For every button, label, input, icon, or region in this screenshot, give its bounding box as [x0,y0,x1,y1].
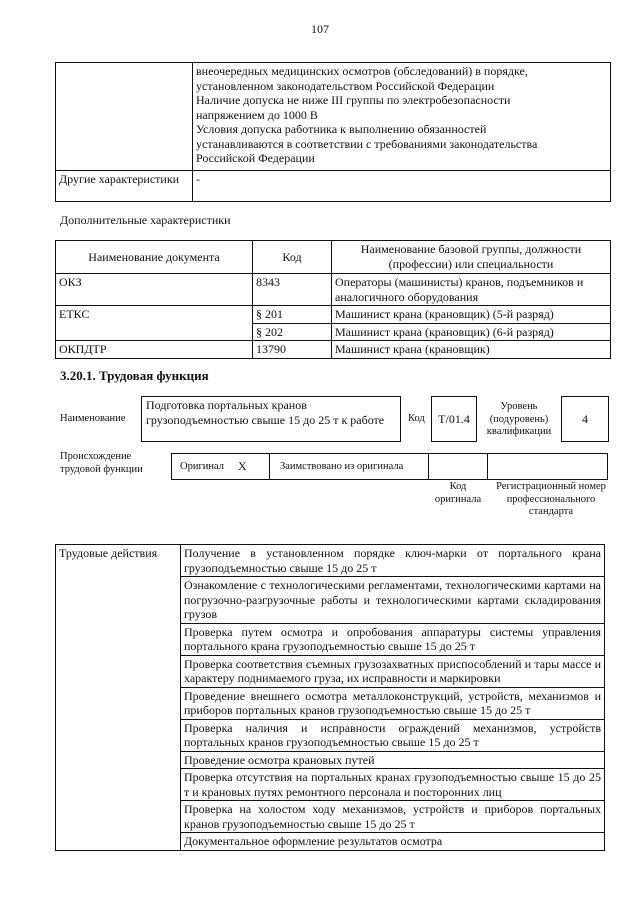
origin-row [171,453,608,480]
text-line: установленном законодательством Российской Федерации [196,78,495,93]
table-cell-code: § 202 [253,323,332,341]
table-cell-value [193,63,611,171]
table-row [56,274,611,306]
actions-label: Трудовые действия [56,545,181,851]
code-caption: Код оригинала [434,481,482,505]
text-line: Условия допуска работника к выполнению обязанностей [196,122,487,136]
action-item: Проверка путем осмотра и опробования аппаратуры системы управления портального крана грузоподъемностью свыше 15 до 25 т [181,623,605,655]
action-item: Проверка наличия и исправности ограждений механизмов, устройств портальных кранов грузоподъемностью свыше 15 до 25 т [181,719,605,751]
origin-label: Происхождение трудовой функции [60,451,143,475]
function-code-value: Т/01.4 [431,396,477,442]
table-cell-code: 13790 [253,341,332,359]
original-mark: X [238,459,247,473]
action-item: Документальное оформление результатов осмотра [181,833,605,851]
text-line: внеочередных медицинских осмотров (обследований) в порядке, [196,64,528,78]
table-cell-doc: ОКЗ [56,274,253,306]
additional-characteristics-table [55,240,611,359]
reg-caption: Регистрационный номер профессионального стандарта [496,481,606,517]
table-row [56,63,611,171]
divider [269,454,270,479]
table-cell-name: Машинист крана (крановщик) [332,341,611,359]
table-cell-value: - [193,171,611,202]
function-name-value: Подготовка портальных кранов грузоподъемностью свыше 15 до 25 т к работе [141,396,401,442]
name-label: Наименование [60,413,126,424]
table-cell-label: Другие характеристики [56,171,193,202]
section-title: 3.20.1. Трудовая функция [60,368,209,383]
table-cell-code: 8343 [253,274,332,306]
table-row [56,306,611,324]
table-row [56,545,605,577]
level-label: Уровень (подуровень) квалификации [486,401,552,437]
borrowed-label: Заимствовано из оригинала [280,461,404,472]
action-item: Проведение осмотра крановых путей [181,751,605,769]
table-cell-name: Машинист крана (крановщик) (6-й разряд) [332,323,611,341]
action-item: Проверка отсутствия на портальных кранах грузоподъемностью свыше 15 до 25 т и крановых путях ремонтного персонала и посторонних лиц [181,769,605,801]
top-characteristics-table [55,62,611,202]
action-item: Проведение внешнего осмотра металлоконструкций, устройств, механизмов и приборов портальных кранов грузоподъемностью свыше 15 до 25 т [181,687,605,719]
table-cell-name: Машинист крана (крановщик) (5-й разряд) [332,306,611,324]
level-value: 4 [561,396,609,442]
column-header: Наименование базовой группы, должности (профессии) или специальности [332,241,611,274]
action-item: Получение в установленном порядке ключ-марки от портального крана грузоподъемностью свыше 15 до 25 т [181,545,605,577]
original-label: Оригинал [180,461,224,472]
column-header: Код [253,241,332,274]
section-subtitle: Дополнительные характеристики [60,213,231,227]
table-cell-name: Операторы (машинисты) кранов, подъемников и аналогичного оборудования [332,274,611,306]
table-header-row [56,241,611,274]
code-label: Код [408,413,425,424]
text-line: Российской Федерации [196,151,315,165]
action-item: Ознакомление с технологическими регламентами, технологическими картами на погрузочно-разгрузочные работы и технологическими картами складирования грузов [181,577,605,624]
table-cell-label [56,63,193,171]
text-line: устанавливаются в соответствии с требованиями законодательства [196,136,538,151]
table-cell-doc: ЕТКС [56,306,253,341]
text-line: напряжением до 1000 В [196,107,318,122]
table-cell-code: § 201 [253,306,332,324]
column-header: Наименование документа [56,241,253,274]
text-line: Наличие допуска не ниже III группы по электробезопасности [196,93,511,107]
page-number: 107 [311,22,329,36]
action-item: Проверка на холостом ходу механизмов, устройств и приборов портальных кранов грузоподъемностью свыше 15 до 25 т [181,801,605,833]
table-cell-doc: ОКПДТР [56,341,253,359]
labor-actions-table [55,544,605,851]
divider [487,454,488,479]
divider [428,454,429,479]
table-row [56,171,611,202]
action-item: Проверка соответствия съемных грузозахватных приспособлений и тары массе и характеру поднимаемого груза, их исправности и маркировки [181,655,605,687]
table-row [56,341,611,359]
